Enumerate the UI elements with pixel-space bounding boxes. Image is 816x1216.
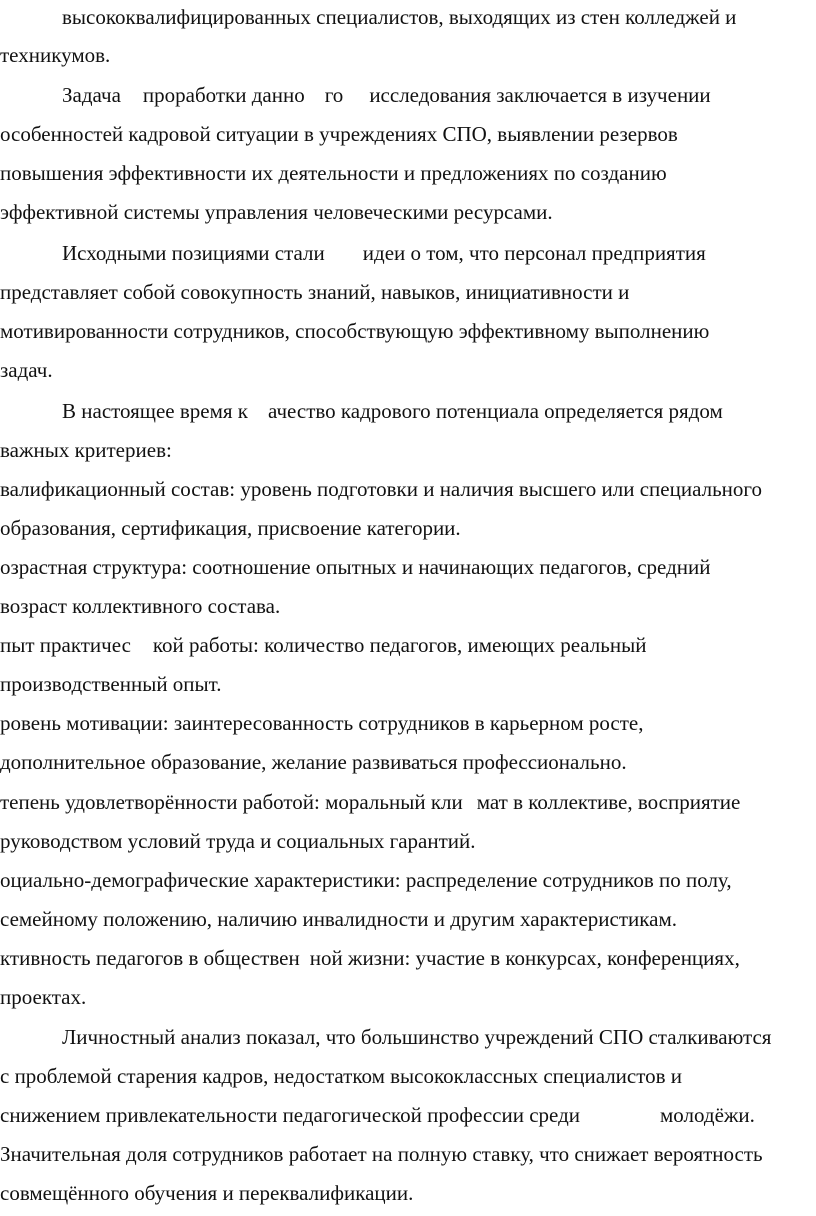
paragraph-line: совмещённого обучения и переквалификации. [0,1181,414,1205]
criteria-item-line: образования, сертификация, присвоение категории. [0,516,461,540]
text-fragment: го [324,83,344,107]
criteria-item-line [0,945,740,971]
text-fragment: ктивность педагогов в обществен [0,946,300,970]
criteria-item-line: дополнительное образование, желание развиваться профессионально. [0,750,627,774]
paragraph-line: высококвалифицированных специалистов, выходящих из стен колледжей и [62,5,737,29]
text-fragment: Исходными позициями стали [62,241,325,265]
criteria-item-line: оциально-демографические характеристики: распределение сотрудников по полу, [0,868,732,892]
text-fragment: ной жизни: участие в конкурсах, конференциях, [309,946,740,970]
text-fragment: снижением привлекательности педагогической профессии среди [0,1103,580,1127]
paragraph-line: Личностный анализ показал, что большинство учреждений СПО сталкиваются [62,1025,772,1049]
criteria-item-line [0,789,740,815]
criteria-item-line: производственный опыт. [0,672,222,696]
paragraph-line: техникумов. [0,43,111,67]
paragraph-line [0,1102,755,1128]
paragraph-line: Значительная доля сотрудников работает на полную ставку, что снижает вероятность [0,1142,763,1166]
text-fragment: исследования заключается в изучении [369,83,711,107]
criteria-item-line: семейному положению, наличию инвалидности и другим характеристикам. [0,907,678,931]
criteria-item-line [0,632,646,658]
criteria-item-line: валификационный состав: уровень подготовки и наличия высшего или специального [0,477,762,501]
paragraph-line: особенностей кадровой ситуации в учреждениях СПО, выявлении резервов [0,122,678,146]
paragraph-line: задач. [0,358,53,382]
paragraph-line: важных критериев: [0,438,172,462]
text-fragment: пыт практичес [0,633,131,657]
text-fragment: молодёжи. [660,1103,755,1127]
text-fragment: проработки данно [142,83,305,107]
text-fragment: мат в коллективе, восприятие [476,790,741,814]
paragraph-line: мотивированности сотрудников, способствующую эффективному выполнению [0,319,710,343]
criteria-item-line: руководством условий труда и социальных гарантий. [0,829,476,853]
paragraph-line [62,82,711,108]
paragraph-line [62,398,723,424]
paragraph-line: представляет собой совокупность знаний, навыков, инициативности и [0,280,630,304]
text-fragment: В настоящее время к [62,399,248,423]
criteria-item-line: ровень мотивации: заинтересованность сотрудников в карьерном росте, [0,711,644,735]
criteria-item-line: проектах. [0,985,87,1009]
paragraph-line: с проблемой старения кадров, недостатком высококлассных специалистов и [0,1064,683,1088]
paragraph-line: эффективной системы управления человеческими ресурсами. [0,200,553,224]
criteria-item-line: возраст коллективного состава. [0,594,281,618]
text-fragment: кой работы: количество педагогов, имеющих реальный [152,633,647,657]
text-fragment: идеи о том, что персонал предприятия [362,241,706,265]
paragraph-line [62,240,706,266]
text-fragment: Задача [62,83,121,107]
criteria-item-line: озрастная структура: соотношение опытных и начинающих педагогов, средний [0,555,711,579]
text-fragment: тепень удовлетворённости работой: моральный кли [0,790,463,814]
text-fragment: ачество кадрового потенциала определяется рядом [268,399,723,423]
paragraph-line: повышения эффективности их деятельности и предложениях по созданию [0,161,667,185]
